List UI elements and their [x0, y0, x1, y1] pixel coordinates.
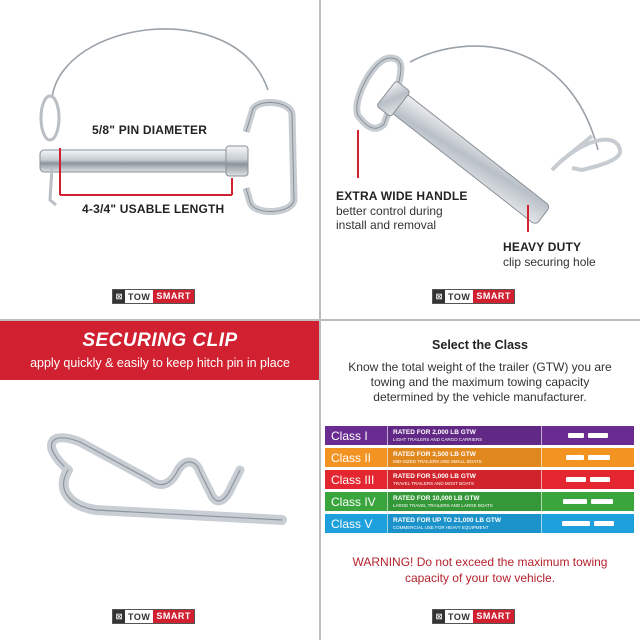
heavy-duty-desc: clip securing hole [503, 255, 596, 269]
brand-smart-text: SMART [153, 290, 194, 303]
towsmart-mark-icon: ⊠ [113, 610, 125, 623]
class-rating: RATED FOR 5,000 LB GTW [393, 472, 476, 480]
towsmart-mark-icon: ⊠ [433, 610, 445, 623]
class-name: Class I [331, 428, 368, 443]
vehicle-icon [541, 492, 634, 511]
class-rating: RATED FOR 10,000 LB GTW [393, 494, 480, 502]
class-rating: RATED FOR UP TO 21,000 LB GTW [393, 516, 501, 524]
brand-tow-text: TOW [448, 611, 471, 622]
hitch-pin-angled-illustration [320, 0, 640, 320]
capacity-warning: WARNING! Do not exceed the maximum towing capacity of your tow vehicle. [352, 555, 608, 585]
select-class-title: Select the Class [432, 338, 528, 352]
select-class-description: Know the total weight of the trailer (GTW) you are towing and the maximum towing capacity determined by the vehicle manufacturer. [348, 360, 612, 404]
handle-feature-title: EXTRA WIDE HANDLE [336, 189, 468, 203]
class-row [325, 426, 634, 445]
brand-smart-text: SMART [153, 610, 194, 623]
usable-length-label: 4-3/4" USABLE LENGTH [82, 202, 225, 216]
brand-tow-text: TOW [128, 291, 151, 302]
horizontal-divider [0, 319, 640, 321]
brand-tow-text: TOW [448, 291, 471, 302]
class-desc: MID-SIZED TRAILERS AND SMALL BOATS [393, 458, 482, 464]
pin-dimensions-panel [0, 0, 320, 320]
vehicle-icon [541, 426, 634, 445]
banner-subtitle: apply quickly & easily to keep hitch pin in place [30, 356, 290, 370]
class-desc: LIGHT TRAILERS AND CARGO CARRIERS [393, 436, 483, 442]
towsmart-logo [112, 289, 195, 304]
class-name: Class IV [331, 494, 376, 509]
r-clip-illustration [0, 320, 320, 640]
towsmart-mark-icon: ⊠ [433, 290, 445, 303]
banner-title: SECURING CLIP [82, 330, 238, 351]
vehicle-icon [541, 514, 634, 533]
class-row [325, 448, 634, 467]
pin-diameter-label: 5/8" PIN DIAMETER [92, 123, 208, 137]
towsmart-logo [432, 289, 515, 304]
vehicle-icon [541, 448, 634, 467]
class-row [325, 514, 634, 533]
heavy-duty-title: HEAVY DUTY [503, 240, 582, 254]
securing-clip-panel [0, 320, 320, 640]
class-selection-panel [320, 320, 640, 640]
class-row [325, 470, 634, 489]
class-desc: LARGE TRAVEL TRAILERS AND LARGE BOATS [393, 502, 493, 508]
class-desc: TRAVEL TRAILERS AND MOST BOATS [393, 480, 475, 486]
handle-feature-desc-2: install and removal [336, 218, 437, 232]
class-name: Class III [331, 472, 375, 487]
class-name: Class V [331, 516, 373, 531]
handle-feature-desc-1: better control during [336, 204, 443, 218]
pin-features-panel [320, 0, 640, 320]
class-rating: RATED FOR 3,500 LB GTW [393, 450, 476, 458]
towsmart-mark-icon: ⊠ [113, 290, 125, 303]
class-row [325, 492, 634, 511]
class-desc: COMMERCIAL USE FOR HEAVY EQUIPMENT [393, 524, 489, 530]
vehicle-icon [541, 470, 634, 489]
towsmart-logo [432, 609, 515, 624]
class-rating: RATED FOR 2,000 LB GTW [393, 428, 476, 436]
brand-smart-text: SMART [473, 610, 514, 623]
hitch-pin-illustration [0, 0, 320, 320]
brand-tow-text: TOW [128, 611, 151, 622]
brand-smart-text: SMART [473, 290, 514, 303]
towsmart-logo [112, 609, 195, 624]
class-name: Class II [331, 450, 372, 465]
